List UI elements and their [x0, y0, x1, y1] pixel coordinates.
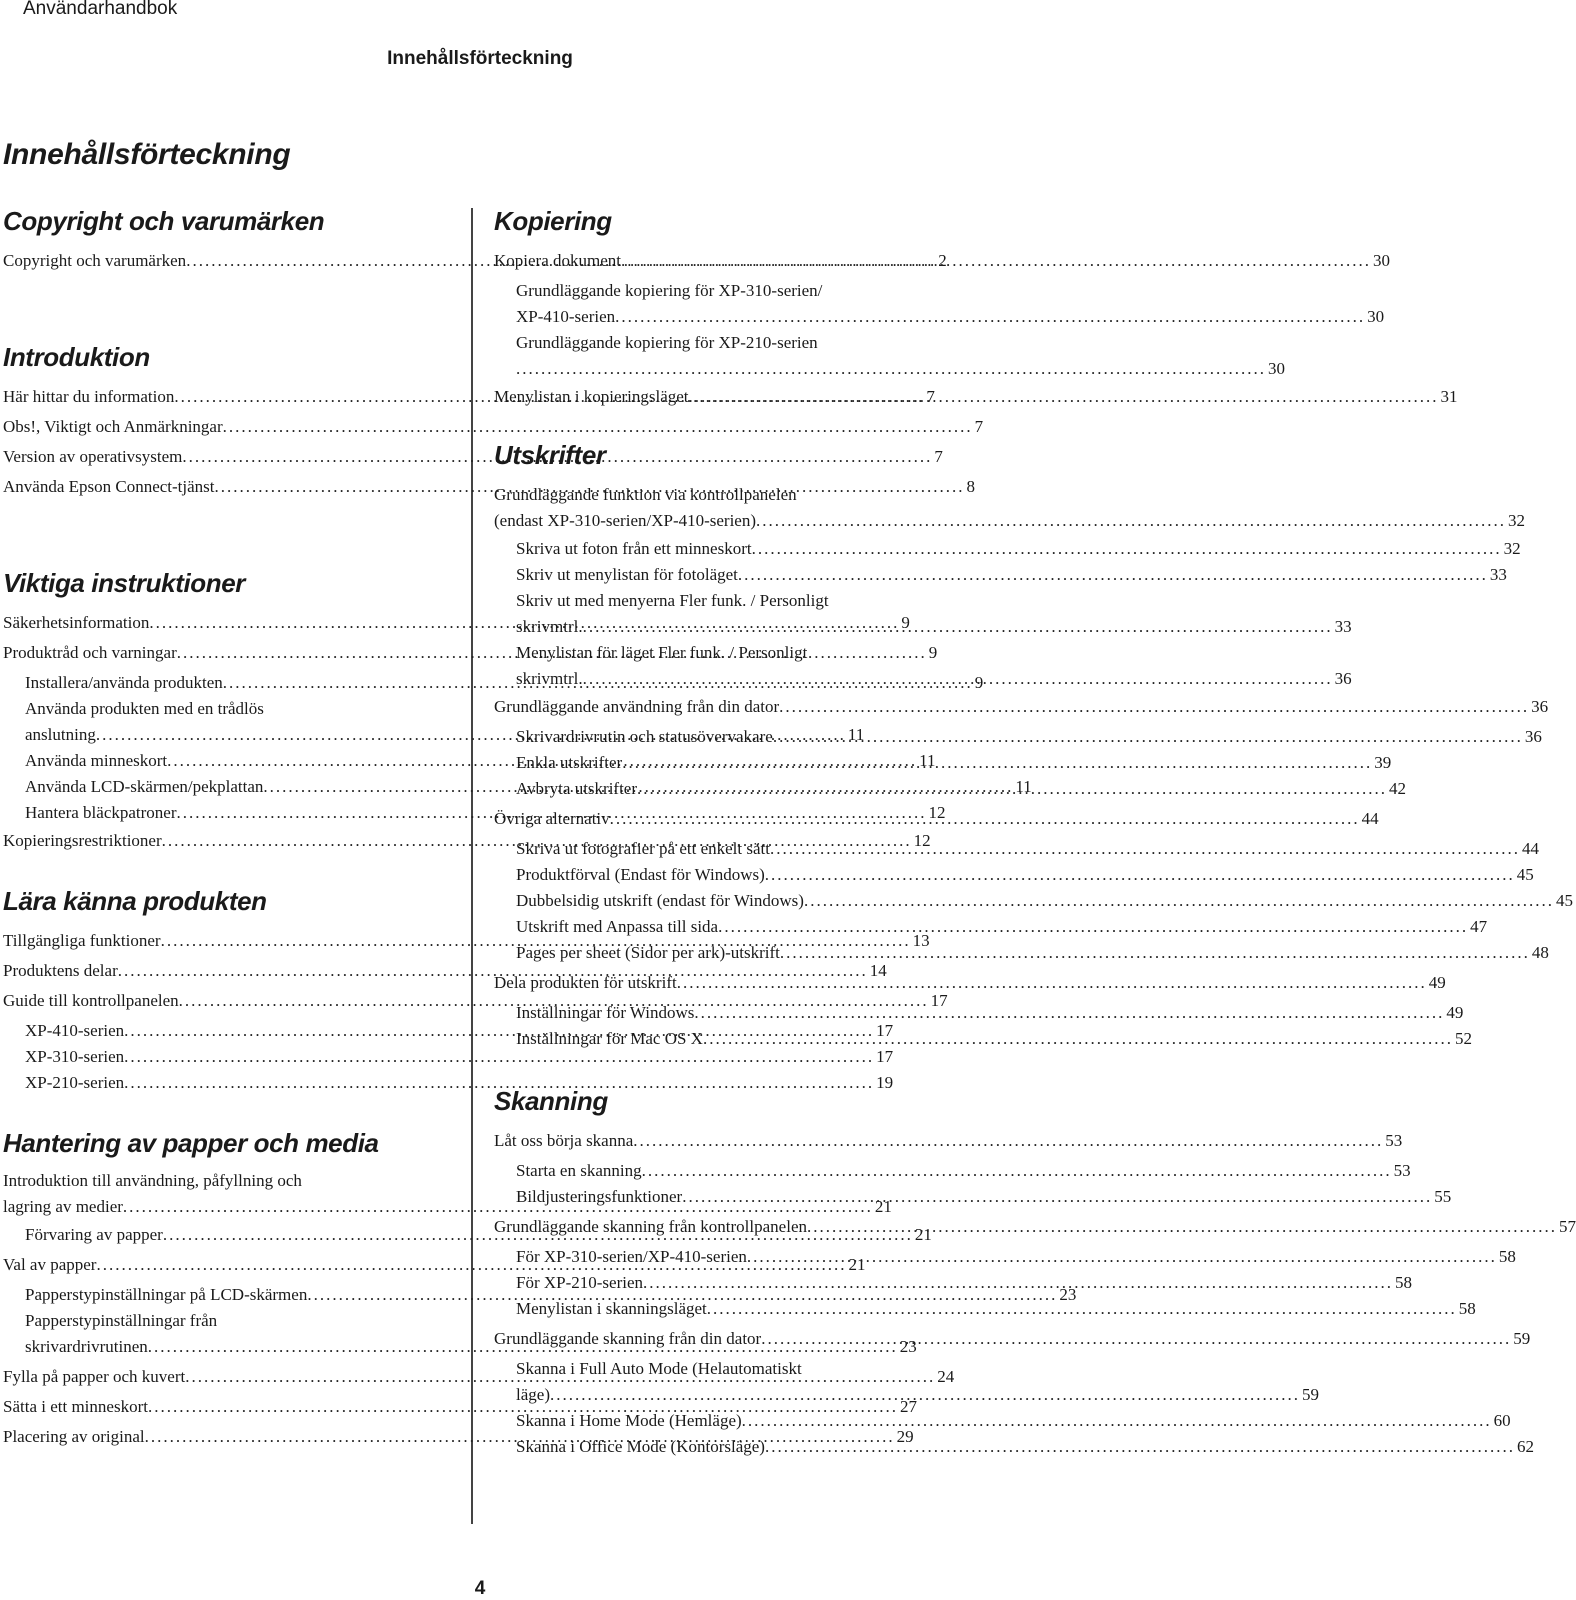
toc-entry[interactable]: För XP-310-serien/XP-410-serien ..... 58: [516, 1244, 940, 1270]
toc-entry[interactable]: Menylistan i kopieringsläget ..... 31: [494, 384, 940, 410]
toc-section-heading[interactable]: Viktiga instruktioner: [3, 568, 246, 598]
toc-entry[interactable]: Avbryta utskrifter ..... 42: [516, 776, 940, 802]
toc-entry[interactable]: Produktens delar ..... 14: [3, 958, 451, 984]
page-title: Innehållsförteckning: [3, 138, 291, 171]
toc-section-heading[interactable]: Utskrifter: [494, 440, 606, 470]
toc-entry[interactable]: Starta en skanning ..... 53: [516, 1158, 940, 1184]
toc-entry[interactable]: Utskrift med Anpassa till sida ..... 47: [516, 914, 940, 940]
toc-entry-line[interactable]: Grundläggande kopiering för XP-310-serien/: [516, 281, 823, 300]
toc-section-heading[interactable]: Introduktion: [3, 342, 150, 372]
toc-entry[interactable]: Använda Epson Connect-tjänst ..... 8: [3, 474, 451, 500]
toc-entry[interactable]: Pages per sheet (Sidor per ark)-utskrift ..... 48: [516, 940, 940, 966]
toc-entry[interactable]: Hantera bläckpatroner ..... 12: [25, 800, 451, 826]
toc-entry[interactable]: (endast XP-310-serien/XP-410-serien) ..... 32: [494, 508, 940, 534]
toc-entry[interactable]: XP-410-serien ..... 17: [25, 1018, 451, 1044]
toc-entry[interactable]: Skriv ut menylistan för fotoläget ..... 33: [516, 562, 940, 588]
toc-entry-line[interactable]: Använda produkten med en trådlös: [25, 699, 264, 718]
toc-entry[interactable]: Inställningar för Windows ..... 49: [516, 1000, 940, 1026]
toc-entry[interactable]: anslutning ..... 11: [25, 722, 451, 748]
toc-entry[interactable]: Grundläggande skanning från kontrollpanelen ..... 57: [494, 1214, 940, 1240]
toc-entry[interactable]: Skanna i Home Mode (Hemläge) ..... 60: [516, 1408, 940, 1434]
toc-entry[interactable]: lagring av medier ..... 21: [3, 1194, 451, 1220]
toc-entry[interactable]: Dubbelsidig utskrift (endast för Windows) ..... 45: [516, 888, 940, 914]
toc-entry[interactable]: Produktförval (Endast för Windows) ..... 45: [516, 862, 940, 888]
toc-entry-line[interactable]: Grundläggande funktion via kontrollpanelen: [494, 485, 797, 504]
running-header: Användarhandbok: [23, 0, 178, 19]
toc-section-heading[interactable]: Skanning: [494, 1086, 608, 1116]
toc-entry[interactable]: Version av operativsystem ..... 7: [3, 444, 451, 470]
toc-entry[interactable]: Bildjusteringsfunktioner ..... 55: [516, 1184, 940, 1210]
toc-entry[interactable]: Skrivardrivrutin och statusövervakare ..... 36: [516, 724, 940, 750]
toc-entry[interactable]: XP-410-serien ..... 30: [516, 304, 940, 330]
toc-section-heading[interactable]: Copyright och varumärken: [3, 206, 325, 236]
toc-entry[interactable]: Förvaring av papper ..... 21: [25, 1222, 451, 1248]
toc-entry[interactable]: Placering av original ..... 29: [3, 1424, 451, 1450]
toc-entry[interactable]: Produktråd och varningar ..... 9: [3, 640, 451, 666]
toc-entry-line[interactable]: Skanna i Full Auto Mode (Helautomatiskt: [516, 1359, 802, 1378]
toc-section-heading[interactable]: Hantering av papper och media: [3, 1128, 379, 1158]
toc-entry[interactable]: XP-310-serien ..... 17: [25, 1044, 451, 1070]
section-header: Innehållsförteckning: [387, 48, 573, 69]
toc-entry[interactable]: Skanna i Office Mode (Kontorsläge) ..... 62: [516, 1434, 940, 1460]
toc-entry[interactable]: Använda LCD-skärmen/pekplattan ..... 11: [25, 774, 451, 800]
toc-section-heading[interactable]: Lära känna produkten: [3, 886, 267, 916]
toc-entry[interactable]: Grundläggande skanning från din dator ..... 59: [494, 1326, 940, 1352]
page-number: 4: [474, 1578, 486, 1599]
toc-entry[interactable]: Fylla på papper och kuvert ..... 24: [3, 1364, 451, 1390]
toc-entry[interactable]: Obs!, Viktigt och Anmärkningar ..... 7: [3, 414, 451, 440]
toc-entry[interactable]: Enkla utskrifter ..... 39: [516, 750, 940, 776]
toc-entry-line[interactable]: Introduktion till användning, påfyllning och: [3, 1171, 302, 1190]
toc-entry[interactable]: Inställningar för Mac OS X ..... 52: [516, 1026, 940, 1052]
toc-entry-line[interactable]: Menylistan för läget Fler funk. / Personligt: [516, 643, 808, 662]
toc-entry[interactable]: Kopiera dokument ..... 30: [494, 248, 940, 274]
toc-entry[interactable]: Skriva ut foton från ett minneskort ..... 32: [516, 536, 940, 562]
toc-entry[interactable]: Guide till kontrollpanelen ..... 17: [3, 988, 451, 1014]
toc-entry[interactable]: Tillgängliga funktioner ..... 13: [3, 928, 451, 954]
toc-entry[interactable]: Copyright och varumärken ..... 2: [3, 248, 451, 274]
toc-entry[interactable]: Övriga alternativ ..... 44: [494, 806, 940, 832]
toc-entry[interactable]: Säkerhetsinformation ..... 9: [3, 610, 451, 636]
toc-entry[interactable]: Sätta i ett minneskort ..... 27: [3, 1394, 451, 1420]
toc-entry[interactable]: skrivmtrl. ..... 33: [516, 614, 940, 640]
toc-entry[interactable]: Val av papper ..... 21: [3, 1252, 451, 1278]
toc-entry[interactable]: skrivmtrl. ..... 36: [516, 666, 940, 692]
toc-entry[interactable]: Kopieringsrestriktioner ..... 12: [3, 828, 451, 854]
toc-entry[interactable]: Här hittar du information ..... 7: [3, 384, 451, 410]
toc-entry[interactable]: Dela produkten för utskrift ..... 49: [494, 970, 940, 996]
toc-entry[interactable]: ..... 30: [516, 356, 940, 382]
toc-entry[interactable]: Grundläggande användning från din dator ..... 36: [494, 694, 940, 720]
toc-entry[interactable]: Menylistan i skanningsläget ..... 58: [516, 1296, 940, 1322]
toc-entry[interactable]: Använda minneskort ..... 11: [25, 748, 451, 774]
toc-entry[interactable]: Papperstypinställningar på LCD-skärmen ..... 23: [25, 1282, 451, 1308]
toc-entry-line[interactable]: Papperstypinställningar från: [25, 1311, 218, 1330]
toc-entry[interactable]: Skriva ut fotografier på ett enkelt sätt ..... 44: [516, 836, 940, 862]
toc-entry[interactable]: skrivardrivrutinen ..... 23: [25, 1334, 451, 1360]
toc-entry-line[interactable]: Grundläggande kopiering för XP-210-serien: [516, 333, 818, 352]
toc-entry[interactable]: För XP-210-serien ..... 58: [516, 1270, 940, 1296]
toc-section-heading[interactable]: Kopiering: [494, 206, 612, 236]
toc-entry[interactable]: läge) ..... 59: [516, 1382, 940, 1408]
toc-entry[interactable]: Låt oss börja skanna ..... 53: [494, 1128, 940, 1154]
toc-entry[interactable]: Installera/använda produkten ..... 9: [25, 670, 451, 696]
toc-entry-line[interactable]: Skriv ut med menyerna Fler funk. / Personligt: [516, 591, 829, 610]
toc-entry[interactable]: XP-210-serien ..... 19: [25, 1070, 451, 1096]
